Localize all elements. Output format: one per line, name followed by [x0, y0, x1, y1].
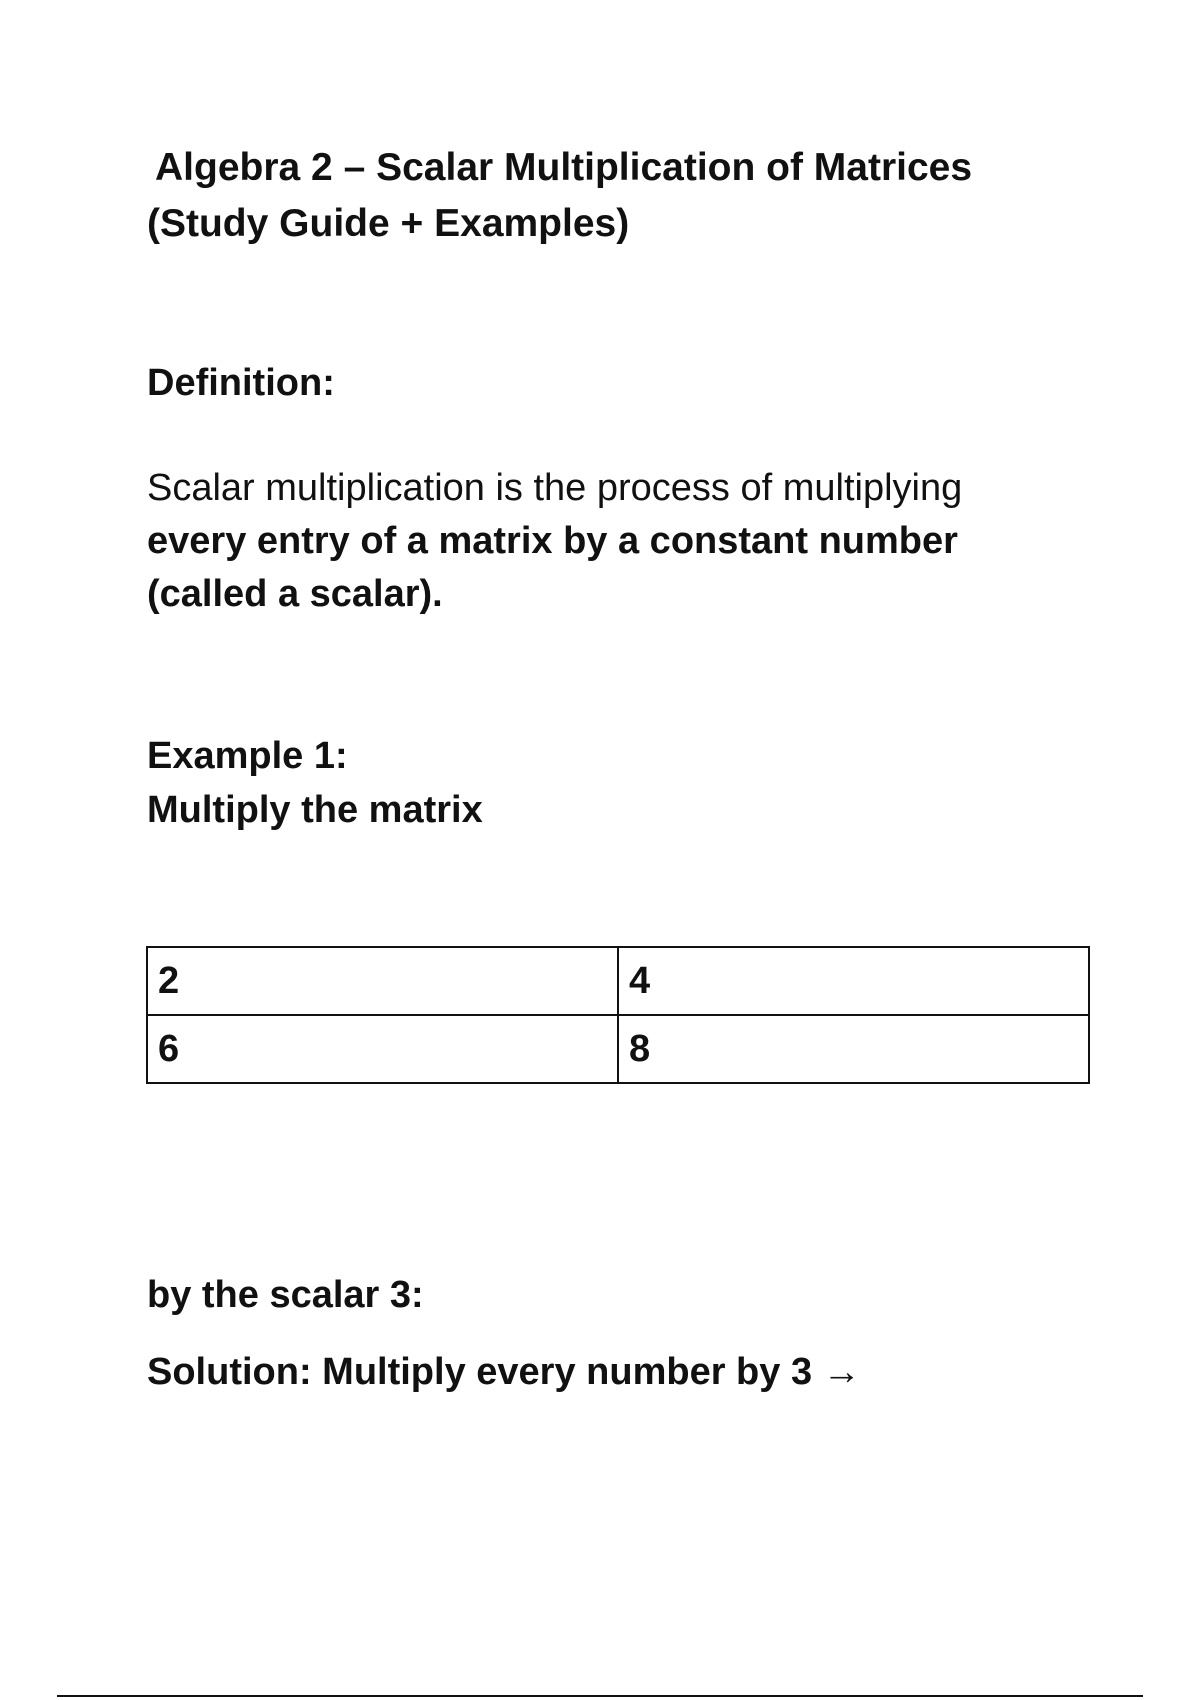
definition-text-bold-2: (called a scalar).: [147, 573, 443, 615]
title-line-1: Algebra 2 – Scalar Multiplication of Matrices: [155, 146, 973, 189]
example-heading: Example 1:: [147, 735, 348, 777]
page-title: [147, 140, 972, 252]
matrix-row: [147, 1015, 1089, 1083]
matrix-table: [146, 946, 1090, 1084]
matrix-cell: 6: [147, 1015, 618, 1083]
definition-text: [147, 462, 1067, 621]
matrix-cell: 8: [618, 1015, 1089, 1083]
definition-heading: Definition:: [147, 362, 335, 404]
solution-text: Solution: Multiply every number by 3 →: [147, 1351, 861, 1393]
example-instruction: Multiply the matrix: [147, 789, 483, 831]
matrix-cell: 4: [618, 947, 1089, 1015]
bottom-divider: [57, 1695, 1143, 1697]
definition-text-plain: Scalar multiplication is the process of multiplying: [147, 467, 963, 509]
definition-text-bold-1: every entry of a matrix by a constant number: [147, 520, 958, 562]
title-line-2: (Study Guide + Examples): [147, 202, 630, 245]
matrix-cell: 2: [147, 947, 618, 1015]
scalar-text: by the scalar 3:: [147, 1274, 424, 1316]
matrix-row: [147, 947, 1089, 1015]
